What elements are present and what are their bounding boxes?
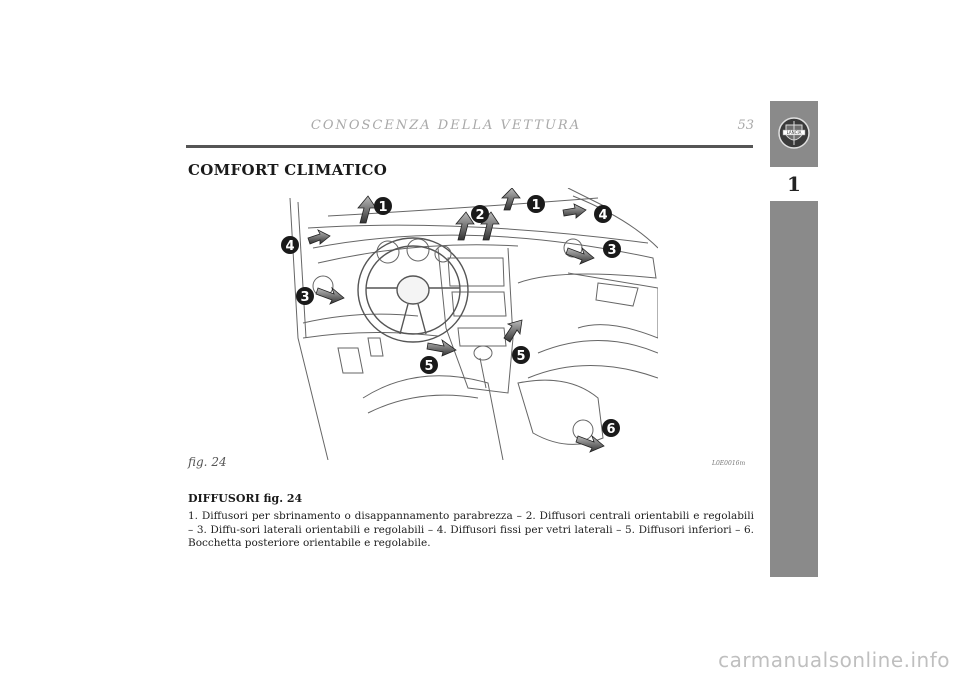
svg-text:3: 3 xyxy=(607,243,617,258)
svg-text:4: 4 xyxy=(285,239,295,254)
logo xyxy=(770,101,818,165)
svg-text:6: 6 xyxy=(606,422,616,437)
marker-2 xyxy=(471,205,489,223)
marker-1a xyxy=(374,197,392,215)
steering-wheel xyxy=(358,238,468,342)
car-structure xyxy=(290,188,658,460)
caption-body: 1. Diffusori per sbrinamento o disappannamento parabrezza – 2. Diffusori centrali orientabili e regolabili – 3. Diffu-sori laterali orientabili e regolabili – 4. Diffusori fissi per vetri laterali – 5. Diffusori inferiori – 6. Bocchetta posteriore orientabile e regolabile. xyxy=(188,510,754,549)
airflow-arrows xyxy=(308,188,604,452)
section-title: COMFORT CLIMATICO xyxy=(188,161,388,179)
header-rule xyxy=(186,145,753,148)
marker-6 xyxy=(602,419,620,437)
logo-text: LANCIA xyxy=(786,130,802,135)
marker-3a xyxy=(603,240,621,258)
marker-5b xyxy=(512,346,530,364)
chapter-box: 1 xyxy=(770,167,818,201)
side-tab xyxy=(770,101,818,577)
svg-text:2: 2 xyxy=(475,208,485,223)
svg-text:5: 5 xyxy=(424,359,434,374)
marker-3b xyxy=(296,287,314,305)
lancia-shield-icon xyxy=(777,113,811,153)
figure-code: L0E0016m xyxy=(712,460,746,467)
svg-text:1: 1 xyxy=(531,198,541,213)
page-number: 53 xyxy=(737,118,754,133)
marker-1b xyxy=(527,195,545,213)
caption-title: DIFFUSORI fig. 24 xyxy=(188,492,303,505)
marker-4b xyxy=(281,236,299,254)
marker-5a xyxy=(420,356,438,374)
svg-text:1: 1 xyxy=(378,200,388,215)
watermark: carmanualsonline.info xyxy=(718,648,950,672)
instrument-cluster xyxy=(377,239,451,263)
svg-text:3: 3 xyxy=(300,290,310,305)
figure-label: fig. 24 xyxy=(188,455,227,469)
marker-4a xyxy=(594,205,612,223)
dashboard-illustration xyxy=(268,188,658,460)
header-title: CONOSCENZA DELLA VETTURA xyxy=(310,118,582,133)
svg-text:4: 4 xyxy=(598,208,608,223)
svg-text:5: 5 xyxy=(516,349,526,364)
